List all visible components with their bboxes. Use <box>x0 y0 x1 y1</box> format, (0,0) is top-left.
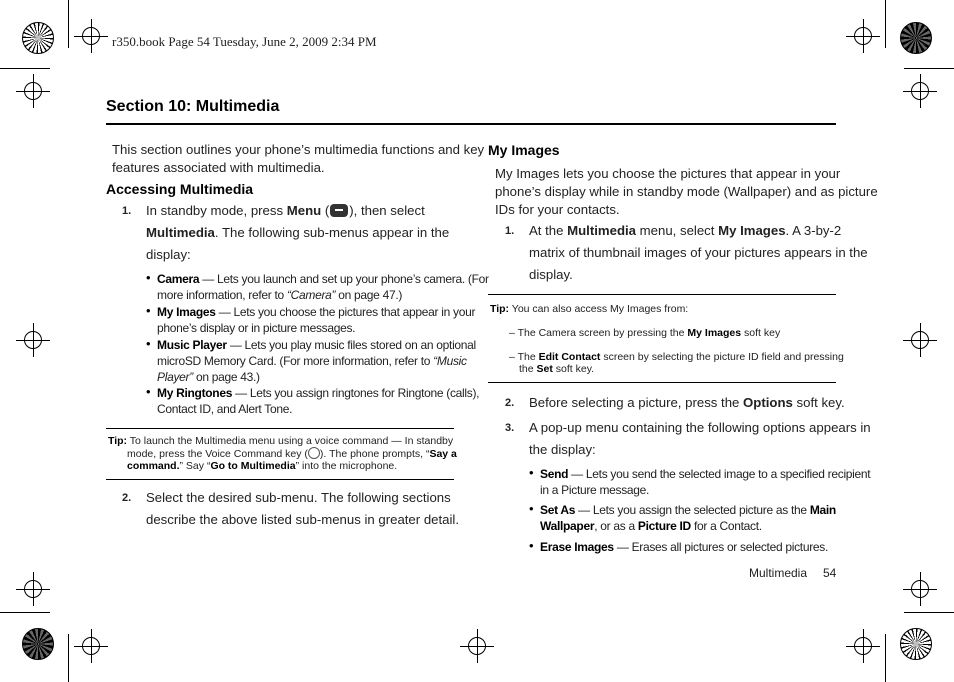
starburst-mark-icon <box>22 628 54 660</box>
list-item: Camera — Lets you launch and set up your phone’s camera. (For <box>157 272 489 286</box>
step-number: 1. <box>122 205 132 217</box>
intro-line: phone’s display while in standby mode (Wallpaper) and as picture <box>495 184 878 199</box>
menu-key-icon <box>330 204 348 217</box>
list-item: Erase Images — Erases all pictures or selected pictures. <box>540 540 829 554</box>
page-number: 54 <box>823 566 837 580</box>
tip-line: mode, press the Voice Command key ( ). The phone prompts, “Say a <box>127 448 457 460</box>
bullet-dot-icon: • <box>529 465 534 480</box>
step-line: Before selecting a picture, press the Options soft key. <box>529 395 845 410</box>
list-item: more information, refer to “Camera” on page 47.) <box>157 288 403 302</box>
title-rule <box>106 123 836 125</box>
crop-mark <box>0 68 50 69</box>
step-line: Select the desired sub-menu. The following sections <box>146 490 451 505</box>
tip-rule <box>106 428 454 429</box>
section-title: Section 10: Multimedia <box>106 98 280 115</box>
list-item: microSD Memory Card. (For more information, refer to “Music <box>157 354 467 368</box>
bullet-dot-icon: • <box>146 270 151 285</box>
step-line: At the Multimedia menu, select My Images. A 3-by-2 <box>529 223 842 238</box>
footer-section-label: Multimedia <box>749 566 808 580</box>
subheading-accessing-multimedia: Accessing Multimedia <box>106 181 254 197</box>
registration-mark-icon <box>24 82 42 100</box>
tip-line: Tip: To launch the Multimedia menu using a voice command — In standby <box>108 435 454 447</box>
registration-mark-icon <box>911 331 929 349</box>
step-line: A pop-up menu containing the following options appears in <box>529 420 871 435</box>
registration-mark-icon <box>24 331 42 349</box>
step-line: display. <box>529 267 573 282</box>
tip-line: – The Edit Contact screen by selecting the picture ID field and pressing <box>509 351 844 363</box>
step-line: describe the above listed sub-menus in greater detail. <box>146 512 460 527</box>
step-number: 2. <box>505 397 515 409</box>
registration-mark-icon <box>911 580 929 598</box>
tip-line: the Set soft key. <box>519 363 595 375</box>
tip-rule <box>488 382 836 383</box>
starburst-mark-icon <box>900 628 932 660</box>
tip-line: Tip: You can also access My Images from: <box>490 303 689 315</box>
step-number: 3. <box>505 422 515 434</box>
crop-mark <box>68 0 69 48</box>
tip-rule <box>106 479 454 480</box>
list-item: Music Player — Lets you play music files stored on an optional <box>157 338 476 352</box>
step-line: In standby mode, press Menu ( ), then select <box>146 203 425 218</box>
intro-line: This section outlines your phone’s multimedia functions and key <box>112 142 485 157</box>
bullet-dot-icon: • <box>529 538 534 553</box>
crop-mark <box>885 634 886 682</box>
crop-mark <box>904 612 954 613</box>
step-number: 1. <box>505 225 515 237</box>
step-line: the display: <box>529 442 596 457</box>
intro-line: features associated with multimedia. <box>112 160 325 175</box>
starburst-mark-icon <box>900 22 932 54</box>
list-item: My Ringtones — Lets you assign ringtones for Ringtone (calls), <box>157 386 480 400</box>
crop-mark <box>904 68 954 69</box>
tip-line: – The Camera screen by pressing the My Images soft key <box>509 327 781 339</box>
intro-line: IDs for your contacts. <box>495 202 620 217</box>
registration-mark-icon <box>854 27 872 45</box>
voice-command-key-icon <box>308 447 320 459</box>
registration-mark-icon <box>468 637 486 655</box>
registration-mark-icon <box>82 27 100 45</box>
list-item: Contact ID, and Alert Tone. <box>157 402 293 416</box>
step-number: 2. <box>122 492 132 504</box>
crop-mark <box>0 612 50 613</box>
list-item: Player” on page 43.) <box>157 370 260 384</box>
starburst-mark-icon <box>22 22 54 54</box>
list-item: in a Picture message. <box>540 483 650 497</box>
list-item: Wallpaper, or as a Picture ID for a Contact. <box>540 519 762 533</box>
subheading-my-images: My Images <box>488 142 560 158</box>
registration-mark-icon <box>24 580 42 598</box>
crop-mark <box>885 0 886 48</box>
crop-mark <box>68 634 69 682</box>
bullet-dot-icon: • <box>529 501 534 516</box>
bullet-dot-icon: • <box>146 303 151 318</box>
registration-mark-icon <box>911 82 929 100</box>
list-item: Set As — Lets you assign the selected picture as the Main <box>540 503 836 517</box>
list-item: phone’s display or in picture messages. <box>157 321 356 335</box>
step-line: matrix of thumbnail images of your pictures appears in the <box>529 245 868 260</box>
list-item: Send — Lets you send the selected image to a specified recipient <box>540 467 871 481</box>
registration-mark-icon <box>854 637 872 655</box>
list-item: My Images — Lets you choose the pictures that appear in your <box>157 305 476 319</box>
step-line: display: <box>146 247 191 262</box>
tip-line: command.” Say “Go to Multimedia” into the microphone. <box>127 460 398 472</box>
print-header: r350.book Page 54 Tuesday, June 2, 2009 2:34 PM <box>112 34 377 49</box>
bullet-dot-icon: • <box>146 336 151 351</box>
registration-mark-icon <box>82 637 100 655</box>
intro-line: My Images lets you choose the pictures that appear in your <box>495 166 841 181</box>
tip-rule <box>488 294 836 295</box>
step-line: Multimedia. The following sub-menus appear in the <box>146 225 450 240</box>
bullet-dot-icon: • <box>146 384 151 399</box>
